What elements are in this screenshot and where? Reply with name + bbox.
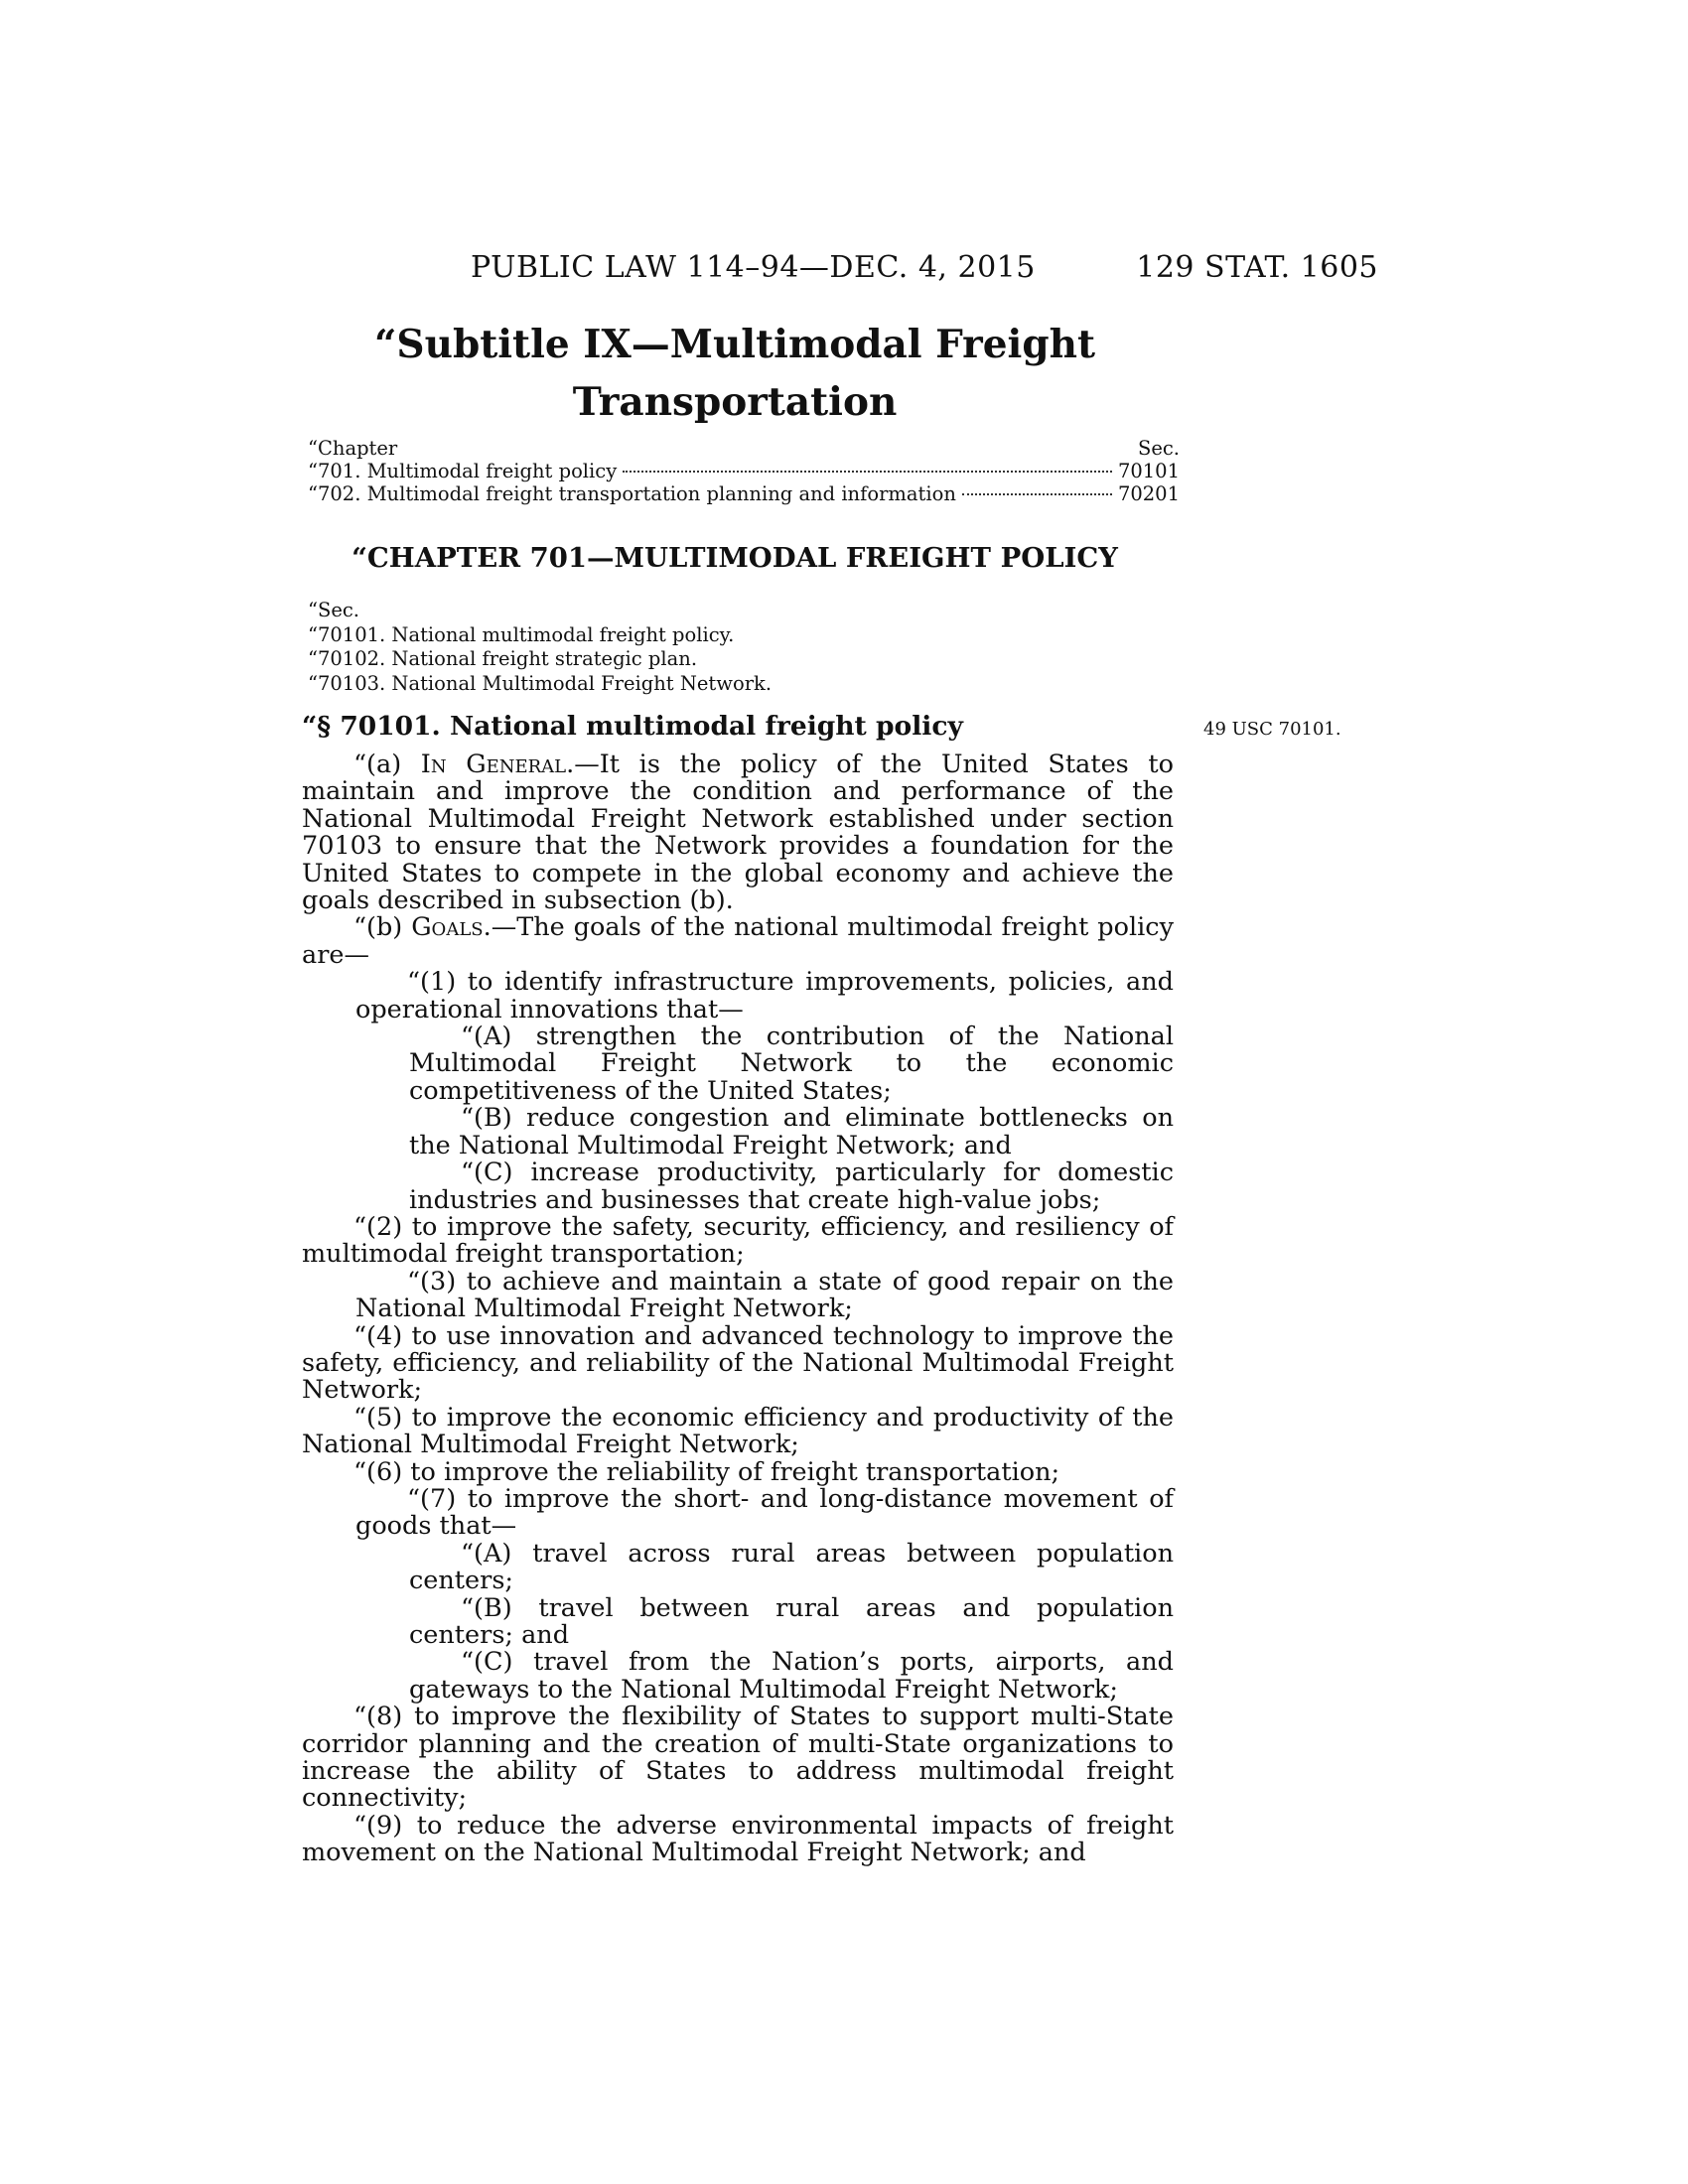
toc-row: [308, 482, 1180, 505]
section-body: [302, 751, 1174, 1867]
section-list: [308, 599, 1162, 696]
section-list-label: “Sec.: [308, 599, 359, 621]
subsection-a-text: .—It is the policy of the United States to maintain and improve the condition and performance of the National Multimodal Freight Network established under section 70103 to ensure that the Network provides a foundation for the United States to compete in the global economy and achieve the goals described in subsection (b).: [302, 750, 1174, 916]
toc-row-section: 70201: [1117, 482, 1180, 505]
paragraph-8: “(8) to improve the flexibility of States to support multi-State corridor planning and the creation of multi-State organizations to increase the ability of States to address multimodal freight connectivity;: [302, 1702, 1174, 1814]
subsection-a-open: “(a): [353, 750, 421, 779]
subparagraph-7a: “(A) travel across rural areas between population centers;: [409, 1538, 1174, 1596]
subsection-b-heading: Goals: [411, 912, 484, 943]
toc-sec-label: Sec.: [1137, 437, 1180, 460]
margin-citation-note: 49 USC 70101.: [1203, 719, 1341, 740]
section-list-item: “70103. National Multimodal Freight Network.: [308, 671, 773, 695]
toc-row-section: 70101: [1117, 460, 1180, 482]
section-list-item: “70102. National freight strategic plan.: [308, 647, 698, 670]
subsection-b-text: .—The goals of the national multimodal freight policy are—: [302, 912, 1174, 970]
paragraph-9: “(9) to reduce the adverse environmental impacts of freight movement on the National Multimodal Freight Network; and: [302, 1810, 1174, 1868]
paragraph-4: “(4) to use innovation and advanced technology to improve the safety, efficiency, and reliability of the National Multimodal Freight Network;: [302, 1320, 1174, 1406]
subtitle-heading: [298, 316, 1172, 431]
section-heading: “§ 70101. National multimodal freight policy: [302, 711, 963, 742]
running-header-citation: PUBLIC LAW 114–94—DEC. 4, 2015: [471, 250, 1036, 285]
subtitle-line-1: “Subtitle IX—Multimodal Freight: [374, 322, 1095, 367]
subparagraph-1a: “(A) strengthen the contribution of the National Multimodal Freight Network to the economic competitiveness of the United States;: [409, 1022, 1174, 1106]
subparagraph-1b: “(B) reduce congestion and eliminate bottlenecks on the National Multimodal Freight Network; and: [409, 1103, 1174, 1160]
subparagraph-7b: “(B) travel between rural areas and population centers; and: [409, 1592, 1174, 1650]
subparagraph-1c: “(C) increase productivity, particularly for domestic industries and businesses that create high-value jobs;: [409, 1158, 1174, 1215]
chapter-table-of-contents: [308, 437, 1180, 505]
paragraph-7: “(7) to improve the short- and long-distance movement of goods that—: [355, 1483, 1174, 1542]
paragraph-3: “(3) to achieve and maintain a state of good repair on the National Multimodal Freight Network;: [355, 1266, 1174, 1324]
chapter-heading: “CHAPTER 701—MULTIMODAL FREIGHT POLICY: [352, 542, 1118, 574]
paragraph-5: “(5) to improve the economic efficiency and productivity of the National Multimodal Freight Network;: [302, 1402, 1174, 1460]
toc-row-label: “702. Multimodal freight transportation planning and information: [308, 482, 956, 505]
toc-chapter-label: “Chapter: [308, 437, 398, 460]
subtitle-line-2: Transportation: [572, 379, 898, 425]
toc-header-row: [308, 437, 1180, 460]
toc-leader-dots: [962, 493, 1112, 495]
paragraph-6: “(6) to improve the reliability of freight transportation;: [353, 1456, 1060, 1487]
subparagraph-7c: “(C) travel from the Nation’s ports, airports, and gateways to the National Multimodal Freight Network;: [409, 1647, 1174, 1705]
subsection-a: [302, 751, 1174, 914]
section-list-item: “70101. National multimodal freight policy.: [308, 622, 735, 646]
subsection-b-open: “(b): [353, 912, 412, 943]
subsection-a-heading: In General: [420, 750, 567, 779]
subsection-b: [302, 914, 1174, 969]
paragraph-1: “(1) to identify infrastructure improvements, policies, and operational innovations that—: [355, 967, 1174, 1024]
toc-leader-dots: [623, 471, 1112, 473]
paragraph-2: “(2) to improve the safety, security, efficiency, and resiliency of multimodal freight transportation;: [302, 1211, 1174, 1270]
toc-row-label: “701. Multimodal freight policy: [308, 460, 618, 482]
running-header-stat-page: 129 STAT. 1605: [1136, 250, 1378, 285]
toc-row: [308, 460, 1180, 482]
